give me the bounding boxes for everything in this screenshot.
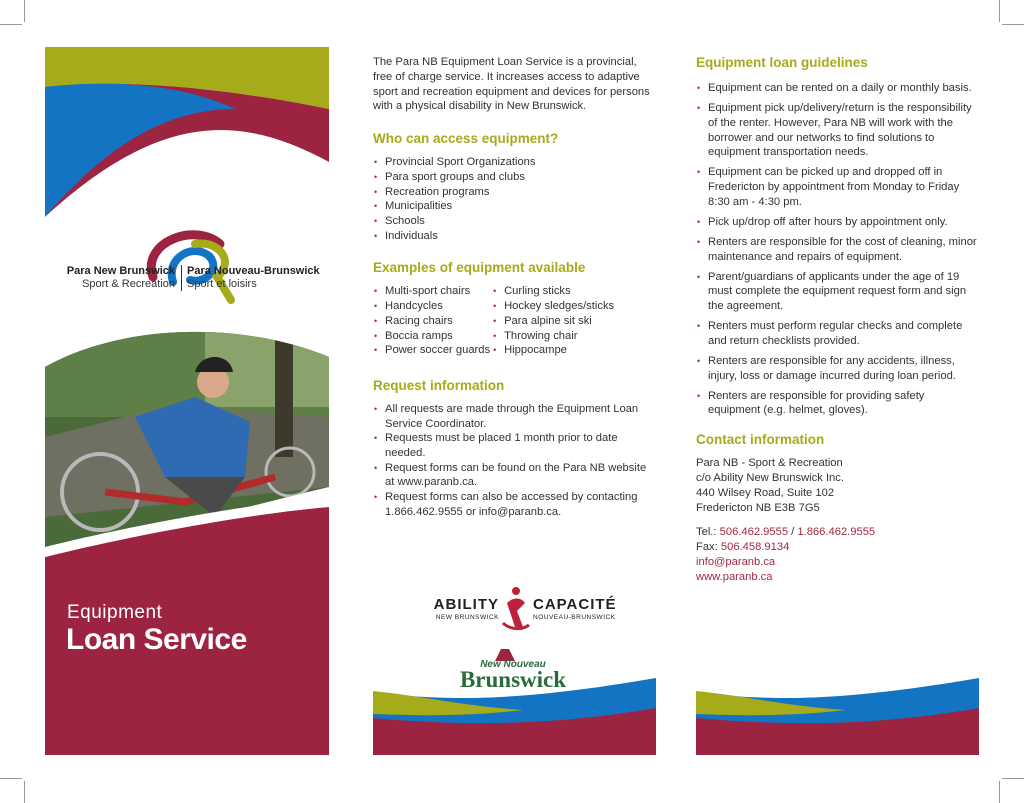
nb-small-text: New Nouveau <box>480 659 546 670</box>
list-item: • Renters must perform regular checks and complete and return checklists provided. <box>696 319 979 348</box>
list-item: • Equipment pick up/delivery/return is the responsibility of the renter. However, Para NB will work with the borrower and our networks to find solutions to equipment transportation needs. <box>696 101 979 160</box>
list-item: • Provincial Sport Organizations <box>373 155 656 170</box>
list-item: • Power soccer guards <box>373 343 490 358</box>
ability-right-text: CAPACITÉ <box>533 596 617 613</box>
tel-label: Tel.: <box>696 526 720 539</box>
ability-nb-logo <box>403 583 623 635</box>
list-item: • Curling sticks <box>492 284 614 299</box>
cover-title-small: Equipment <box>67 602 163 623</box>
equipment-list-col2 <box>492 284 614 358</box>
crop-mark <box>24 0 25 22</box>
crop-mark <box>999 781 1000 803</box>
list-item: • Equipment can be rented on a daily or monthly basis. <box>696 81 979 96</box>
address-line: Fredericton NB E3B 7G5 <box>696 501 820 514</box>
list-item: • Request forms can also be accessed by contacting 1.866.462.9555 or info@paranb.ca. <box>373 490 656 519</box>
who-list <box>373 155 656 243</box>
crop-mark <box>999 0 1000 22</box>
list-item: • Boccia ramps <box>373 329 490 344</box>
list-item: • Parent/guardians of applicants under the age of 19 must complete the equipment request form and sign the agreement. <box>696 270 979 314</box>
ability-figure-icon <box>503 587 529 629</box>
list-item: • Handcycles <box>373 299 490 314</box>
equipment-list-col1 <box>373 284 490 358</box>
list-item: • Recreation programs <box>373 185 656 200</box>
crop-mark <box>1002 778 1024 779</box>
cover-top-swoosh <box>45 47 329 227</box>
who-heading: Who can access equipment? <box>373 131 559 147</box>
tel-number-1[interactable]: 506.462.9555 <box>719 526 789 539</box>
right-panel <box>696 55 979 755</box>
middle-panel <box>373 55 656 755</box>
guidelines-heading: Equipment loan guidelines <box>696 55 868 70</box>
crop-mark <box>0 778 22 779</box>
cover-panel <box>45 47 329 755</box>
crop-mark <box>1002 24 1024 25</box>
org-name-french <box>181 265 320 291</box>
cover-title-big: Loan Service <box>66 623 247 656</box>
org-name-fr: Para Nouveau-Brunswick <box>187 265 320 277</box>
list-item: • Renters are responsible for the cost of cleaning, minor maintenance and repairs of equipment. <box>696 235 979 264</box>
crop-mark <box>0 24 22 25</box>
tel-number-2[interactable]: 1.866.462.9555 <box>797 526 876 539</box>
list-item: • Para sport groups and clubs <box>373 170 656 185</box>
list-item: • All requests are made through the Equipment Loan Service Coordinator. <box>373 402 656 431</box>
list-item: • Multi-sport chairs <box>373 284 490 299</box>
tel-separator: / <box>788 526 798 539</box>
website-link[interactable]: www.paranb.ca <box>696 570 773 583</box>
list-item: • Throwing chair <box>492 329 614 344</box>
list-item: • Municipalities <box>373 199 656 214</box>
list-item: • Individuals <box>373 229 656 244</box>
fax-label: Fax: <box>696 541 721 554</box>
crop-mark <box>24 781 25 803</box>
guidelines-list <box>696 81 979 418</box>
ability-right-sub: NOUVEAU-BRUNSWICK <box>533 614 616 621</box>
org-sub-fr: Sport et loisirs <box>187 278 257 290</box>
org-sub-en: Sport & Recreation <box>82 278 175 290</box>
address-line: Para NB - Sport & Recreation <box>696 457 843 470</box>
equipment-heading: Examples of equipment available <box>373 260 586 276</box>
request-list <box>373 402 656 520</box>
list-item: • Schools <box>373 214 656 229</box>
ability-left-text: ABILITY <box>433 596 499 613</box>
list-item: • Hippocampe <box>492 343 614 358</box>
nb-big-text: Brunswick <box>459 667 567 692</box>
org-name-english <box>67 265 175 291</box>
fax-number[interactable]: 506.458.9134 <box>720 541 790 554</box>
telephone-line <box>696 525 979 540</box>
list-item: • Pick up/drop off after hours by appointment only. <box>696 215 979 230</box>
list-item: • Request forms can be found on the Para NB website at www.paranb.ca. <box>373 461 656 490</box>
list-item: • Racing chairs <box>373 314 490 329</box>
contact-address <box>696 456 979 515</box>
contact-heading: Contact information <box>696 432 825 448</box>
contact-phones <box>696 525 979 584</box>
fax-line <box>696 540 979 555</box>
equipment-columns <box>373 284 656 358</box>
list-item: • Renters are responsible for providing safety equipment (e.g. helmet, gloves). <box>696 389 979 418</box>
address-line: c/o Ability New Brunswick Inc. <box>696 471 844 484</box>
list-item: • Para alpine sit ski <box>492 314 614 329</box>
list-item: • Renters are responsible for any accidents, illness, injury, loss or damage incurred during loan period. <box>696 354 979 383</box>
address-line: 440 Wilsey Road, Suite 102 <box>696 486 835 499</box>
email-link[interactable]: info@paranb.ca <box>696 555 776 568</box>
list-item: • Equipment can be picked up and dropped off in Fredericton by appointment from Monday to Friday 8:30 am - 4:30 pm. <box>696 165 979 209</box>
ability-left-sub: NEW BRUNSWICK <box>435 614 499 621</box>
org-name-en: Para New Brunswick <box>66 265 175 277</box>
intro-paragraph: The Para NB Equipment Loan Service is a provincial, free of charge service. It increases access to adaptive sport and recreation equipment and devices for persons with a physical disability in New Brunswick. <box>373 56 650 113</box>
request-heading: Request information <box>373 377 505 393</box>
middle-footer-swoosh <box>373 678 656 755</box>
list-item: • Requests must be placed 1 month prior to date needed. <box>373 431 656 460</box>
right-footer-swoosh <box>696 678 979 755</box>
list-item: • Hockey sledges/sticks <box>492 299 614 314</box>
